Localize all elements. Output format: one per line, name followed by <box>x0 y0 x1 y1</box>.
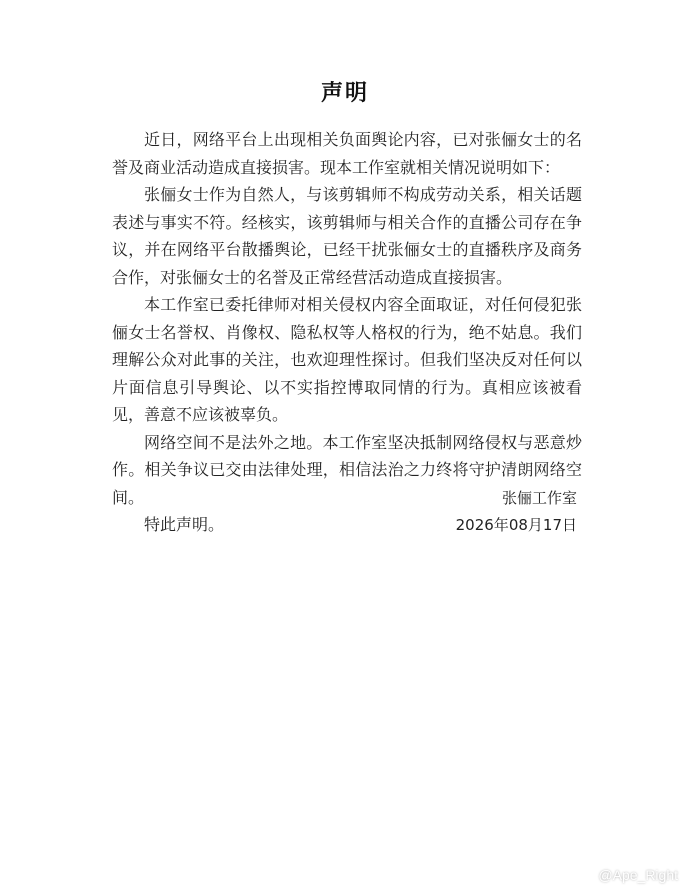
watermark <box>576 867 678 883</box>
paragraph-4: 网络空间不是法外之地。本工作室坚决抵制网络侵权与恶意炒作。相关争议已交由法律处理，相信法治之力终将守护清朗网络空间。 <box>112 432 582 507</box>
weibo-icon <box>576 867 594 883</box>
watermark-text: @Ape_Right <box>598 867 678 883</box>
signature-date: 2026年08月17日 <box>455 516 577 534</box>
paragraph-2: 张俪女士作为自然人，与该剪辑师不构成劳动关系，相关话题表述与事实不符。经核实，该剪辑师与相关合作的直播公司存在争议，并在网络平台散播舆论，已经干扰张俪女士的直播秩序及商务合作，对张俪女士的名誉及正常经营活动造成直接损害。 <box>112 185 582 287</box>
document-title: 声明 <box>320 81 369 106</box>
paragraph-1: 近日，网络平台上出现相关负面舆论内容，已对张俪女士的名誉及商业活动造成直接损害。现本工作室就相关情况说明如下： <box>112 130 582 177</box>
statement-body <box>112 126 582 539</box>
paragraph-5: 特此声明。 <box>144 515 225 534</box>
paragraph-3: 本工作室已委托律师对相关侵权内容全面取证，对任何侵犯张俪女士名誉权、肖像权、隐私权等人格权的行为，绝不姑息。我们理解公众对此事的关注，也欢迎理性探讨。但我们坚决反对任何以片面信息引导舆论、以不实指控博取同情的行为。真相应该被看见，善意不应该被辜负。 <box>112 295 582 424</box>
signature-name: 张俪工作室 <box>501 489 577 507</box>
